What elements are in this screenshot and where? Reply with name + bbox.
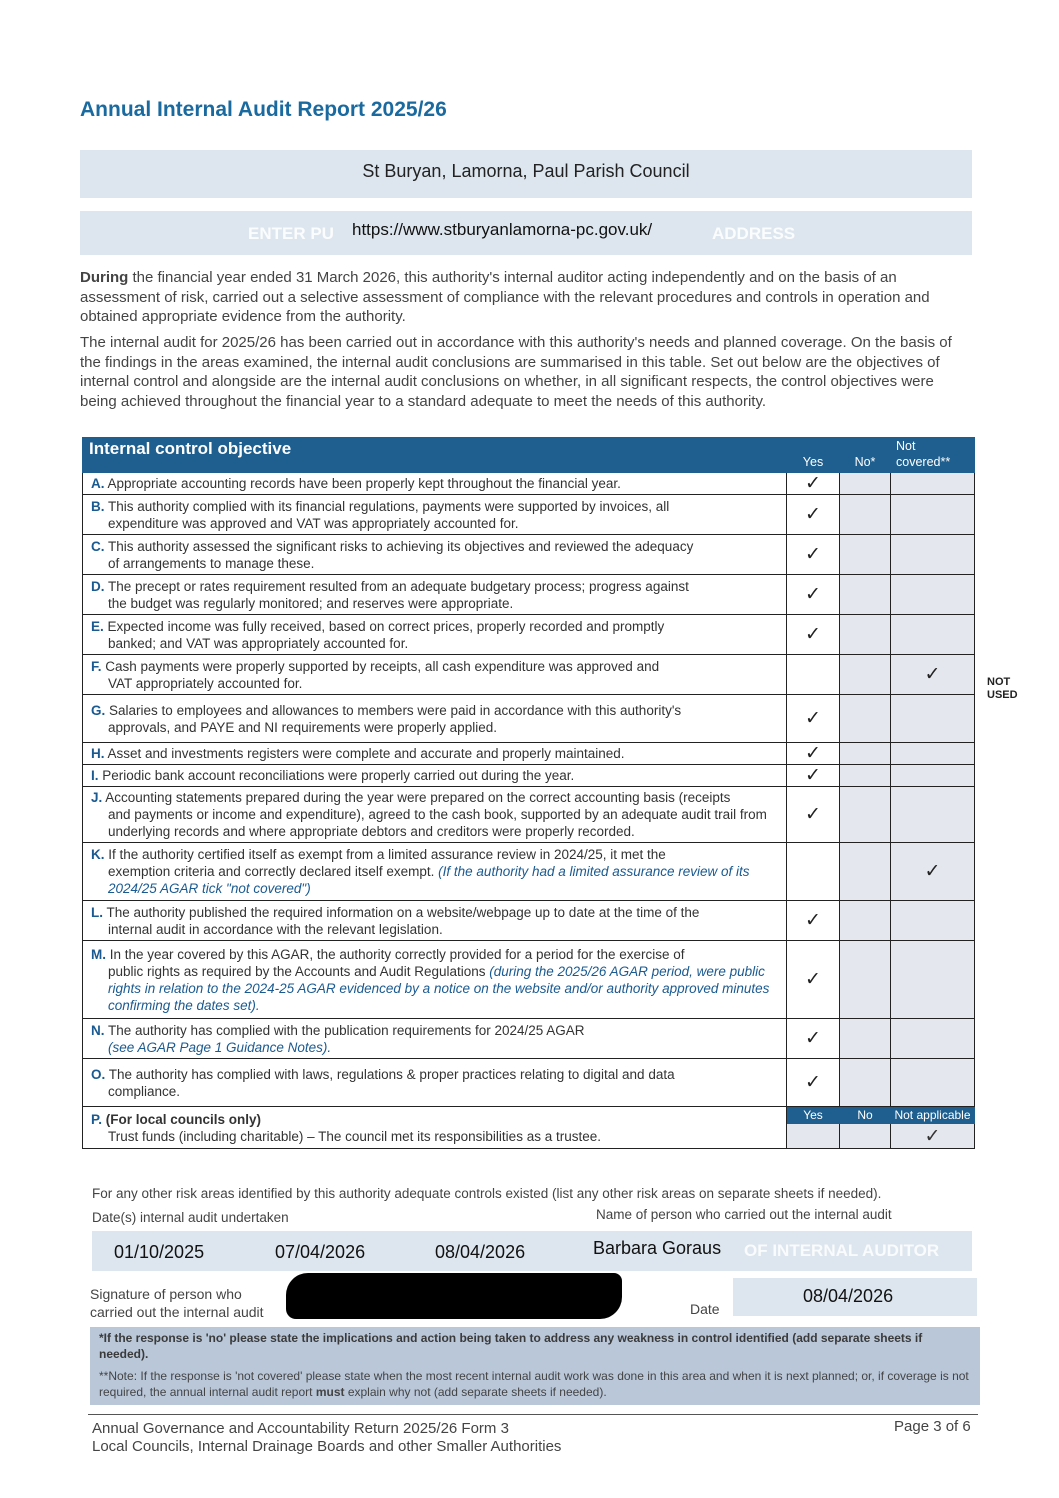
objective-text: Expected income was fully received, based on correct prices, properly recorded and promptly — [107, 618, 665, 634]
objective-cell — [83, 787, 787, 843]
audit-date-field[interactable]: 01/10/2025 — [114, 1242, 205, 1262]
not-covered-checkbox[interactable] — [891, 535, 975, 575]
objective-heading: (For local councils only) — [105, 1111, 262, 1127]
objective-guidance: (see AGAR Page 1 Guidance Notes). — [108, 1039, 332, 1055]
objective-cell — [83, 1107, 787, 1149]
not-covered-checkbox[interactable] — [891, 473, 975, 495]
not-covered-header-line-2: covered** — [896, 455, 951, 469]
objective-letter: O. — [91, 1066, 106, 1082]
audit-dates-label: Date(s) internal audit undertaken — [92, 1210, 289, 1225]
objective-letter: M. — [91, 946, 106, 962]
objective-text-continued — [91, 921, 782, 938]
objective-text-2: public rights as required by the Accounts and Audit Regulations — [108, 963, 490, 979]
not-used-note — [987, 676, 1018, 702]
objective-cell — [83, 495, 787, 535]
yes-checkbox[interactable]: ✓ — [787, 1019, 840, 1059]
objective-letter: K. — [91, 847, 105, 862]
other-risks-text: For any other risk areas identified by this authority adequate controls existed (list any other risk areas on separate sheets if needed). — [92, 1186, 882, 1201]
table-row — [83, 535, 975, 575]
not-covered-header-line-1: Not — [896, 439, 916, 453]
objective-cell — [83, 575, 787, 615]
not-covered-checkbox[interactable] — [891, 941, 975, 1019]
objective-text-2: approvals, and PAYE and NI requirements were properly applied. — [108, 719, 497, 735]
objective-text: Accounting statements prepared during the year were prepared on the correct accounting basis (receipts — [105, 790, 731, 805]
redacted-signature[interactable] — [286, 1273, 622, 1319]
objective-text-continued — [91, 515, 782, 532]
guidance-notes — [90, 1327, 980, 1405]
not-used-line-1: NOT — [987, 676, 1011, 688]
objective-text: This authority assessed the significant risks to achieving its objectives and reviewed the adequacy — [108, 538, 694, 554]
no-checkbox[interactable] — [840, 901, 891, 941]
website-placeholder-right: ADDRESS — [712, 224, 796, 243]
objective-cell — [83, 473, 787, 495]
objective-letter: G. — [91, 702, 106, 718]
signature-date-label: Date — [690, 1301, 720, 1317]
objective-cell — [83, 1019, 787, 1059]
yes-checkbox[interactable]: ✓ — [787, 575, 840, 615]
no-checkbox[interactable] — [840, 1124, 891, 1149]
objective-text-continued — [91, 675, 782, 692]
audit-details-bar — [92, 1231, 972, 1271]
note-not-covered-text: **Note: If the response is 'not covered' please state when the most recent internal audit work was done in this area and when it is next planned; or, if coverage is not required, the annual internal audit report — [99, 1369, 969, 1399]
objective-letter: I. — [91, 768, 99, 783]
objective-cell — [83, 615, 787, 655]
objective-text-2: exemption criteria and correctly declared itself exempt. — [108, 864, 439, 879]
yes-checkbox[interactable]: ✓ — [787, 1059, 840, 1107]
objective-cell — [83, 765, 787, 787]
not-covered-checkbox[interactable] — [891, 575, 975, 615]
table-row — [83, 787, 975, 843]
objective-cell — [83, 901, 787, 941]
objective-letter: P. — [91, 1111, 103, 1127]
signature-label-line-1: Signature of person who — [90, 1286, 242, 1302]
objective-letter: A. — [91, 476, 105, 491]
objective-letter: E. — [91, 618, 104, 634]
not-covered-checkbox[interactable]: ✓ — [891, 655, 975, 695]
objective-cell — [83, 695, 787, 743]
intro-lead: During — [80, 269, 129, 286]
objective-text-2: compliance. — [108, 1083, 181, 1099]
table-row — [83, 843, 975, 901]
yes-checkbox[interactable]: ✓ — [787, 495, 840, 535]
intro-paragraph-1 — [80, 268, 960, 327]
signature-label — [90, 1285, 264, 1321]
objective-text-continued — [91, 595, 782, 612]
yes-checkbox[interactable]: ✓ — [787, 615, 840, 655]
objective-header: Internal control objective — [83, 438, 787, 473]
audit-date-field[interactable]: 07/04/2026 — [275, 1242, 366, 1262]
control-objectives-table — [82, 437, 975, 1149]
footer-divider — [88, 1414, 978, 1415]
table-row — [83, 1019, 975, 1059]
no-checkbox[interactable] — [840, 1019, 891, 1059]
not-used-line-2: USED — [987, 689, 1018, 701]
yes-checkbox[interactable]: ✓ — [787, 473, 840, 495]
table-row — [83, 615, 975, 655]
audit-date-field[interactable]: 08/04/2026 — [435, 1242, 526, 1262]
website-field[interactable] — [80, 211, 972, 255]
not-covered-header — [891, 438, 975, 473]
not-applicable-checkbox[interactable]: ✓ — [891, 1124, 975, 1149]
table-row — [83, 1059, 975, 1107]
objective-text: Asset and investments registers were complete and accurate and properly maintained. — [107, 746, 625, 761]
objective-letter: N. — [91, 1022, 105, 1038]
objective-cell — [83, 655, 787, 695]
table-row — [83, 695, 975, 743]
objective-letter: H. — [91, 746, 105, 761]
no-checkbox[interactable] — [840, 743, 891, 765]
objective-text-continued — [91, 963, 782, 1014]
note-not-covered-end: explain why not (add separate sheets if needed). — [344, 1385, 607, 1399]
no-checkbox[interactable] — [840, 765, 891, 787]
objective-text-continued — [91, 1039, 782, 1056]
intro-paragraph-2: The internal audit for 2025/26 has been carried out in accordance with this authority's needs and planned coverage. On the basis of the findings in the areas examined, the internal audit conclusions are summarised in this table. Set out below are the objectives of internal control and alongside are the internal audit conclusions on whether, in all significant respects, the control objectives were being achieved throughout the financial year to a standard adequate to meet the needs of this authority. — [80, 334, 952, 410]
objective-letter: F. — [91, 658, 102, 674]
no-checkbox[interactable] — [840, 787, 891, 843]
no-checkbox[interactable] — [840, 535, 891, 575]
footer-form-title: Annual Governance and Accountability Return 2025/26 Form 3 — [92, 1420, 509, 1437]
no-checkbox[interactable] — [840, 843, 891, 901]
objective-cell — [83, 1059, 787, 1107]
page-title: Annual Internal Audit Report 2025/26 — [80, 98, 447, 121]
yes-checkbox[interactable]: ✓ — [787, 901, 840, 941]
not-covered-checkbox[interactable] — [891, 901, 975, 941]
yes-checkbox[interactable] — [787, 843, 840, 901]
objective-letter: D. — [91, 578, 105, 594]
objective-text: Trust funds (including charitable) – The council met its responsibilities as a trustee. — [108, 1128, 601, 1144]
table-row — [83, 495, 975, 535]
objective-text: The precept or rates requirement resulted from an adequate budgetary process; progress against — [108, 578, 689, 594]
no-checkbox[interactable] — [840, 655, 891, 695]
no-checkbox[interactable] — [840, 495, 891, 535]
objective-letter: J. — [91, 790, 103, 805]
page-number: Page 3 of 6 — [894, 1418, 971, 1435]
yes-checkbox[interactable] — [787, 655, 840, 695]
no-checkbox[interactable] — [840, 1059, 891, 1107]
objective-text: This authority complied with its financial regulations, payments were supported by invoices, all — [108, 498, 670, 514]
objective-text-2: the budget was regularly monitored; and reserves were appropriate. — [108, 595, 514, 611]
objective-text-continued — [91, 1083, 782, 1100]
objective-text-continued — [91, 863, 782, 897]
table-row — [83, 655, 975, 695]
yes-checkbox[interactable] — [787, 1124, 840, 1149]
yes-checkbox[interactable]: ✓ — [787, 765, 840, 787]
objective-cell — [83, 941, 787, 1019]
table-row — [83, 941, 975, 1019]
no-checkbox[interactable] — [840, 941, 891, 1019]
objective-letter: B. — [91, 498, 105, 514]
not-covered-checkbox[interactable] — [891, 765, 975, 787]
yes-checkbox[interactable]: ✓ — [787, 695, 840, 743]
yes-checkbox[interactable]: ✓ — [787, 743, 840, 765]
objective-cell — [83, 535, 787, 575]
yes-checkbox[interactable]: ✓ — [787, 941, 840, 1019]
website-placeholder-left: ENTER PU — [248, 224, 334, 243]
objective-text-continued — [91, 806, 782, 840]
p-yes-header: Yes — [787, 1107, 840, 1124]
table-row — [83, 901, 975, 941]
objective-text-2: and payments or income and expenditure), agreed to the cash book, supported by an adequate audit trail from underlying records and where appropriate debtors and creditors were properly recorded. — [108, 807, 767, 839]
objective-letter: C. — [91, 538, 105, 554]
signature-date-field[interactable] — [733, 1278, 977, 1316]
objective-text: If the authority certified itself as exempt from a limited assurance review in 2024/25, it met the — [108, 847, 666, 862]
objective-cell — [83, 743, 787, 765]
note-emphasis: must — [315, 1385, 345, 1399]
not-covered-checkbox[interactable] — [891, 1019, 975, 1059]
objective-guidance: (during the 2025/26 AGAR period, were public rights in relation to the 2024-25 AGAR evidenced by a notice on the website and/or authority approved minutes confirming the dates set). — [108, 963, 770, 1013]
note-not-covered — [99, 1368, 974, 1400]
auditor-name-placeholder: OF INTERNAL AUDITOR — [744, 1241, 940, 1260]
not-covered-checkbox[interactable] — [891, 787, 975, 843]
no-checkbox[interactable] — [840, 575, 891, 615]
auditor-name-label: Name of person who carried out the internal audit — [596, 1207, 892, 1222]
objective-guidance: (If the authority had a limited assurance review of its 2024/25 AGAR tick "not covered") — [108, 864, 750, 896]
objective-text-2: VAT appropriately accounted for. — [108, 675, 303, 691]
objective-text-2: of arrangements to manage these. — [108, 555, 315, 571]
objective-text-continued — [91, 719, 782, 736]
signature-date: 08/04/2026 — [803, 1286, 894, 1306]
website-url: https://www.stburyanlamorna-pc.gov.uk/ — [352, 220, 653, 239]
p-no-header: No — [840, 1107, 891, 1124]
signature-label-line-2: carried out the internal audit — [90, 1304, 264, 1320]
objective-text-continued — [91, 635, 782, 652]
auditor-name-field[interactable]: Barbara Goraus — [593, 1238, 722, 1258]
objective-text-2: internal audit in accordance with the relevant legislation. — [108, 921, 443, 937]
p-not-applicable-header: Not applicable — [891, 1107, 975, 1124]
not-covered-checkbox[interactable] — [891, 743, 975, 765]
objective-text: The authority has complied with the publication requirements for 2024/25 AGAR — [108, 1022, 585, 1038]
objective-text-2: expenditure was approved and VAT was appropriately accounted for. — [108, 515, 519, 531]
council-name-field[interactable] — [80, 150, 972, 198]
table-row — [83, 765, 975, 787]
table-row — [83, 575, 975, 615]
yes-checkbox[interactable]: ✓ — [787, 535, 840, 575]
not-covered-checkbox[interactable] — [891, 495, 975, 535]
note-no-response: *If the response is 'no' please state the implications and action being taken to address any weakness in control identified (add separate sheets if needed). — [99, 1331, 923, 1361]
yes-checkbox[interactable]: ✓ — [787, 787, 840, 843]
objective-text: Periodic bank account reconciliations were properly carried out during the year. — [102, 768, 575, 783]
objective-text: The authority published the required information on a website/webpage up to date at the time of the — [106, 904, 700, 920]
objective-letter: L. — [91, 904, 103, 920]
table-row-p — [83, 1107, 975, 1124]
no-header: No* — [840, 438, 891, 473]
intro-text: the financial year ended 31 March 2026, this authority's internal auditor acting independently and on the basis of an assessment of risk, carried out a selective assessment of compliance with the relevant procedures and controls in operation and obtained appropriate evidence from the authority. — [80, 269, 930, 325]
not-covered-checkbox[interactable]: ✓ — [891, 843, 975, 901]
no-checkbox[interactable] — [840, 695, 891, 743]
objective-text: Cash payments were properly supported by receipts, all cash expenditure was approved and — [105, 658, 660, 674]
objective-text-continued — [91, 555, 782, 572]
objective-cell — [83, 843, 787, 901]
objective-text: Salaries to employees and allowances to members were paid in accordance with this authority's — [109, 702, 682, 718]
no-checkbox[interactable] — [840, 473, 891, 495]
table-row — [83, 743, 975, 765]
footer-authority-types: Local Councils, Internal Drainage Boards and other Smaller Authorities — [92, 1438, 562, 1455]
table-header — [83, 438, 975, 473]
objective-text: Appropriate accounting records have been properly kept throughout the financial year. — [107, 476, 621, 491]
not-covered-checkbox[interactable] — [891, 1059, 975, 1107]
not-covered-checkbox[interactable] — [891, 695, 975, 743]
not-covered-checkbox[interactable] — [891, 615, 975, 655]
objective-text: The authority has complied with laws, regulations & proper practices relating to digital and data — [108, 1066, 675, 1082]
objective-text: In the year covered by this AGAR, the authority correctly provided for a period for the exercise of — [109, 946, 685, 962]
objective-text-2: banked; and VAT was appropriately accounted for. — [108, 635, 409, 651]
no-checkbox[interactable] — [840, 615, 891, 655]
table-row — [83, 473, 975, 495]
council-name: St Buryan, Lamorna, Paul Parish Council — [362, 161, 690, 181]
yes-header: Yes — [787, 438, 840, 473]
